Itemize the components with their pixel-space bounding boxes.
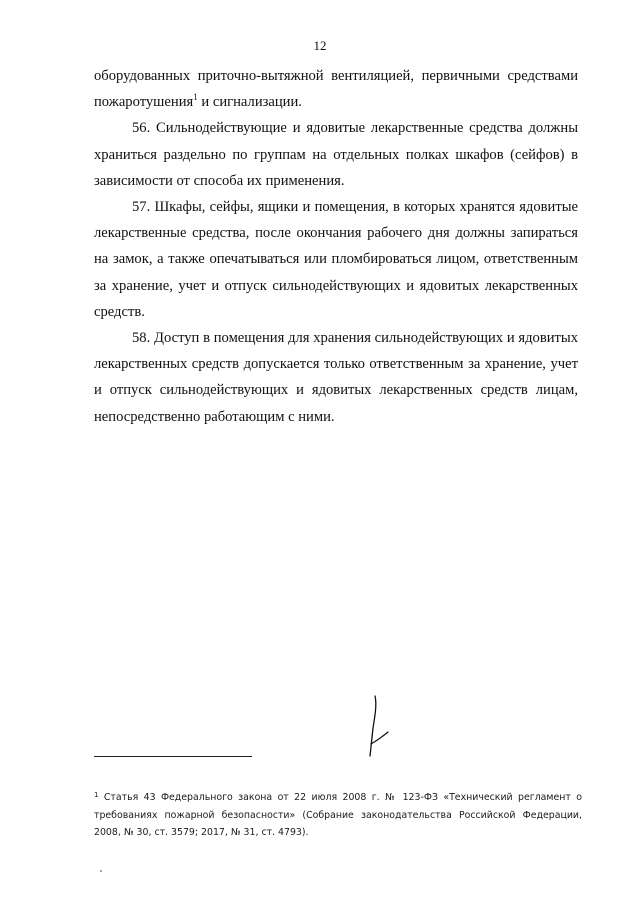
page-number: 12 (313, 38, 327, 53)
handwritten-mark (358, 694, 398, 764)
scan-speck (100, 870, 102, 872)
paragraph-continuation (94, 63, 578, 115)
footnote (94, 789, 582, 842)
paragraph-continuation-tail: и сигнализации. (197, 94, 302, 111)
footnote-separator (94, 756, 252, 757)
footnote-text: Статья 43 Федерального закона от 22 июля 2008 г. № 123-ФЗ «Технический регламент о требованиях пожарной безопасности» (Собрание законодательства Российской Федерации, 2008, № 30, ст. 3579; 2017, № 31, ст. 4793). (94, 792, 582, 838)
body-text (94, 63, 578, 430)
paragraph-56: 56. Сильнодействующие и ядовитые лекарственные средства должны храниться раздельно по группам на отдельных полках шкафов (сейфов) в зависимости от способа их применения. (94, 120, 578, 189)
paragraph-58: 58. Доступ в помещения для хранения сильнодействующих и ядовитых лекарственных средств допускается только ответственным за хранение, учет и отпуск сильнодействующих и ядовитых лекарственных средств лицам, непосредственно работающим с ними. (94, 330, 578, 425)
footnote-reference: 1 (193, 92, 198, 103)
footnote-marker: 1 (94, 791, 99, 799)
paragraph-continuation-text: оборудованных приточно-вытяжной вентиляцией, первичными средствами пожаротушения (94, 68, 578, 111)
paragraph-57: 57. Шкафы, сейфы, ящики и помещения, в которых хранятся ядовитые лекарственные средства, после окончания рабочего дня должны запираться на замок, а также опечатываться или пломбироваться лицом, ответственным за хранение, учет и отпуск сильнодействующих и ядовитых лекарственных средств. (94, 199, 578, 320)
